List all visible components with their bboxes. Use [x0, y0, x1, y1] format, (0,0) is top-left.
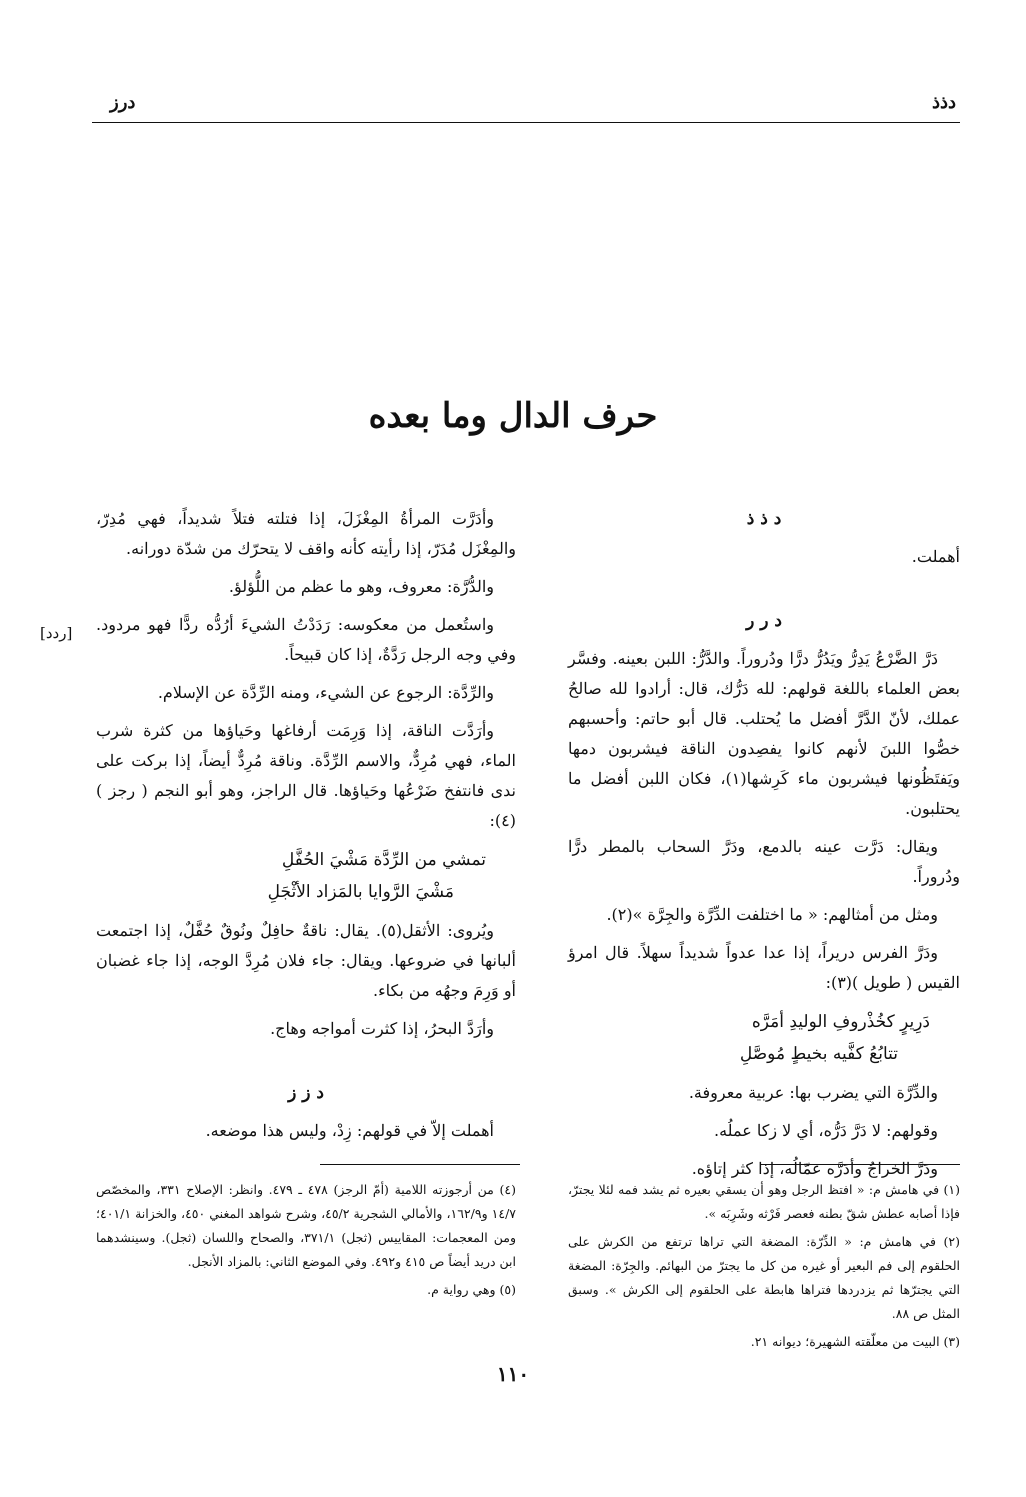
paragraph: والدِّرَّة التي يضرب بها: عربية معروفة.: [688, 1083, 938, 1102]
footnote-rule: [320, 1164, 520, 1165]
footnote: (٢) في هامش م: « الدِّرّة: المضغة التي تراها ترتفع من الكرش على الحلقوم إلى فم البعير أو غيره من كل ما يجترّ من البهائم. والجِرّة: المضغة التي يجترّها ثم يزدردها فتراها هابطة على الحلقوم إلى الكرش ». وسبق المثل ص ٨٨.: [568, 1234, 960, 1321]
footnote: (١) في هامش م: « افتظ الرجل وهو أن يسقي بعيره ثم يشد فمه لئلا يجترّ، فإذا أصابه عطش شقّ بطنه فعصر فَرْثه وشَرِبَه ».: [568, 1182, 960, 1221]
chapter-title: حرف الدال وما بعده: [368, 396, 658, 436]
verse-hemistich-1: تمشي من الرِّدَّة مَشْيَ الحُفَّلِ: [281, 850, 486, 870]
paragraph: واستُعمل من معكوسه: رَدَدْتُ الشيءَ أرُدُّه ردًّا فهو مردود. وفي وجه الرجل رَدَّةٌ، إذا كان قبيحاً.: [96, 615, 516, 664]
poetry-verse: [568, 1006, 960, 1070]
paragraph: ودَرَّ الخراجُ وأدَرَّه عمّالُه، إذا كثر إتاؤه.: [691, 1159, 938, 1178]
poetry-verse: [96, 844, 516, 908]
paragraph: أهملت إلاّ في قولهم: زِدْ، وليس هذا موضعه.: [205, 1121, 494, 1140]
paragraph: ويُروى: الأثقل(٥). يقال: ناقةٌ حافِلٌ ونُوقٌ حُفَّلٌ، إذا اجتمعت ألبانها في ضروعها. ويقال: جاء فلان مُرِدَّ الوجه، إذا جاء غضبان أو وَرِمَ وجهُه من بكاء.: [96, 921, 516, 1000]
entry-heading-dzz: د ز ز: [288, 1083, 324, 1103]
footnote: (٣) البيت من معلّقته الشهيرة؛ ديوانه ٢١.: [750, 1334, 960, 1349]
paragraph: وأرَدَّ البحرُ، إذا كثرت أمواجه وهاج.: [270, 1019, 494, 1038]
footnotes-right: [568, 1178, 960, 1358]
paragraph: ودَرَّ الفرس دريراً، إذا عدا عدواً شديداً سهلاً. قال امرؤ القيس ( طويل )(٣):: [568, 943, 960, 992]
footnotes-left: [96, 1178, 516, 1306]
paragraph: وأرَدَّت الناقة، إذا وَرِمَت أرفاغها وحَياؤها من كثرة شرب الماء، فهي مُرِدٌّ، والاسم الرِّدَّة. وناقة مُرِدٌّ أيضاً، إذا بركت على ندى فانتفخ ضَرْعُها وحَياؤها. قال الراجز، وهو أبو النجم ( رجز )(٤):: [96, 721, 516, 830]
footnote-rule: [760, 1164, 960, 1165]
page-number: ١١٠: [496, 1362, 530, 1386]
footnote: (٤) من أرجوزته اللامية (أمّ الرجز) ٤٧٨ ـ ٤٧٩. وانظر: الإصلاح ٣٣١، والمخصّص ١٤/٧ و١٦٢/٩، والأمالي الشجرية ٤٥/٢، وشرح شواهد المغني ٤٥٠، والخزانة ٤٠١/١؛ ومن المعجمات: المقاييس (ثجل) ٣٧١/١، والصحاح واللسان (ثجل). وسينشدهما ابن دريد أيضاً ص ٤١٥ و٤٩٢. وفي الموضع الثاني: بالمزاد الأنجل.: [96, 1182, 517, 1269]
verse-hemistich-1: دَرِيرٍ كخُذْروفِ الوليدِ أمَرَّه: [751, 1012, 930, 1032]
verse-hemistich-2: تتابُعُ كفَّيه بخيطٍ مُوصَّلِ: [739, 1044, 898, 1064]
running-header-left: درز: [110, 92, 136, 113]
paragraph: ومثل من أمثالهم: « ما اختلفت الدِّرَّة والجِرَّة »(٢).: [606, 905, 938, 924]
paragraph: وأدَرَّت المرأةُ المِغْزَلَ، إذا فتلته فتلاً شديداً، فهي مُدِرّ، والمِغْزَل مُدَرّ، إذا رأيته كأنه واقف لا يتحرّك من شدّة دورانه.: [96, 509, 516, 558]
entry-heading-drr: د ر ر: [746, 611, 782, 631]
paragraph: أهملت.: [911, 547, 960, 566]
margin-cross-reference: [ردد]: [40, 624, 73, 642]
paragraph: دَرَّ الضَّرْعُ يَدِرُّ ويَدُرُّ درًّا ودُروراً. والدَّرُّ: اللبن بعينه. وفسَّر بعض العلماء باللغة قولهم: لله دَرُّك، قال: أرادوا لله صالحُ عملك، لأنّ الدَّرَّ أفضل ما يُحتلب. قال أبو حاتم: وأحسبهم خصُّوا اللبنَ لأنهم كانوا يفصِدون الناقة فيشربون دمها ويَفتَظُونها فيشربون ماء كَرِشها(١)، فكان اللبن أفضل ما يحتلبون.: [568, 649, 961, 818]
entry-heading-dhdh: د ذ ذ: [746, 509, 782, 529]
footnote: (٥) وهي رواية م.: [427, 1282, 516, 1297]
paragraph: والرِّدَّة: الرجوع عن الشيء، ومنه الرِّدَّة عن الإسلام.: [157, 683, 494, 702]
verse-hemistich-2: مَشْيَ الرَّوايا بالمَزاد الأثْجَلِ: [267, 882, 454, 902]
paragraph: والدُّرَّة: معروف، وهو ما عظم من اللُّؤلؤ.: [228, 577, 494, 596]
right-column: [568, 504, 960, 1192]
paragraph: وقولهم: لا دَرَّ دَرُّه، أي لا زكا عملُه.: [714, 1121, 938, 1140]
header-rule: [92, 122, 960, 123]
paragraph: ويقال: دَرَّت عينه بالدمع، ودَرَّ السحاب بالمطر درًّا ودُروراً.: [568, 837, 960, 886]
running-header-right: دذذ: [931, 92, 956, 113]
left-column: [96, 504, 516, 1154]
